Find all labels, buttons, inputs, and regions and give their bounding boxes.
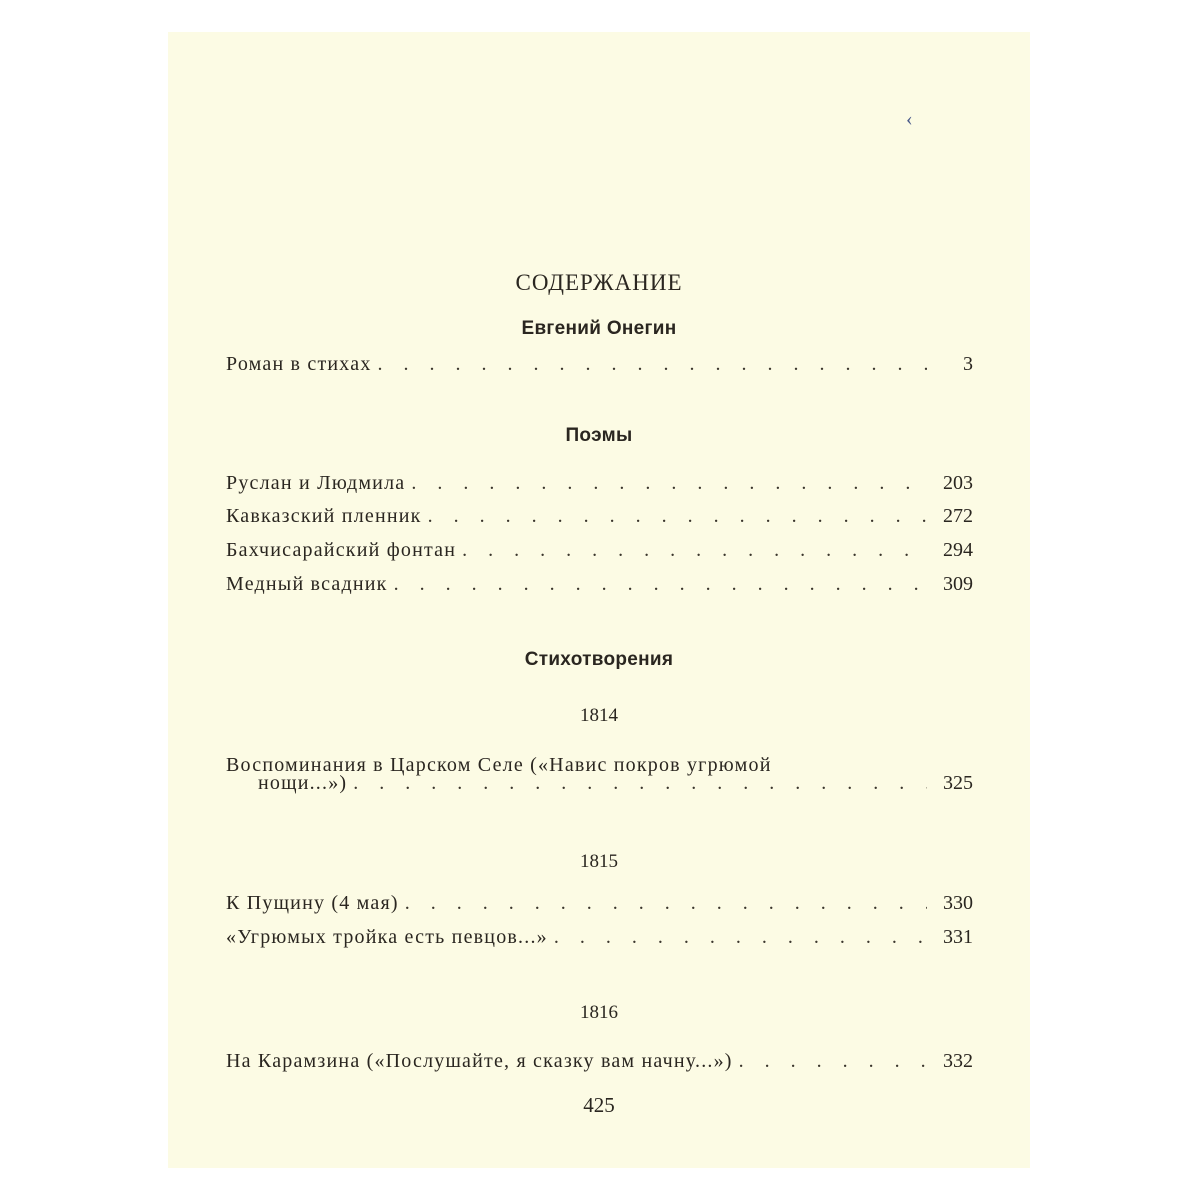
dot-leader [554,926,927,949]
dot-leader [394,573,927,596]
entry-title: Кавказский пленник [226,505,422,527]
entry-page: 3 [963,353,973,375]
dot-leader [353,772,927,795]
entry-page: 203 [943,472,973,494]
dot-leader [411,472,927,495]
page-number: 425 [583,1093,615,1117]
dot-leader [405,892,927,915]
entry-title: Воспоминания в Царском Селе («Навис покров угрюмой [226,754,772,776]
section-title-poems: Поэмы [565,425,633,446]
entry-title: Бахчисарайский фонтан [226,539,457,561]
dot-leader [378,353,927,376]
dot-leader [428,505,927,528]
book-page [168,32,1030,1168]
toc-entry[interactable] [226,505,973,535]
year-heading: 1814 [580,705,618,726]
toc-title: СОДЕРЖАНИЕ [515,270,683,295]
entry-page: 332 [943,1050,973,1072]
toc-entry[interactable] [226,926,973,956]
toc-entry[interactable] [258,772,973,802]
entry-title: Руслан и Людмила [226,472,406,494]
section-title-onegin: Евгений Онегин [521,318,677,339]
dot-leader [462,539,927,562]
year-heading: 1816 [580,1002,618,1023]
entry-page: 325 [943,772,973,794]
section-title-verses: Стихотворения [524,649,674,670]
entry-page: 294 [943,539,973,561]
entry-page: 309 [943,573,973,595]
toc-entry[interactable] [226,472,973,502]
toc-entry[interactable] [226,892,973,922]
dot-leader [739,1050,927,1073]
entry-title: Роман в стихах [226,353,372,375]
entry-page: 330 [943,892,973,914]
entry-title: К Пущину (4 мая) [226,892,399,914]
entry-page: 272 [943,505,973,527]
ink-mark-icon: ‹ [906,108,913,130]
toc-entry[interactable] [226,573,973,603]
entry-page: 331 [943,926,973,948]
entry-title: На Карамзина («Послушайте, я сказку вам начну...») [226,1050,733,1072]
toc-entry[interactable] [226,353,973,383]
year-heading: 1815 [580,851,618,872]
entry-title-continued: нощи...») [258,772,348,794]
entry-title: Медный всадник [226,573,388,595]
toc-entry[interactable] [226,539,973,569]
entry-title: «Угрюмых тройка есть певцов...» [226,926,548,948]
toc-entry[interactable] [226,1050,973,1080]
